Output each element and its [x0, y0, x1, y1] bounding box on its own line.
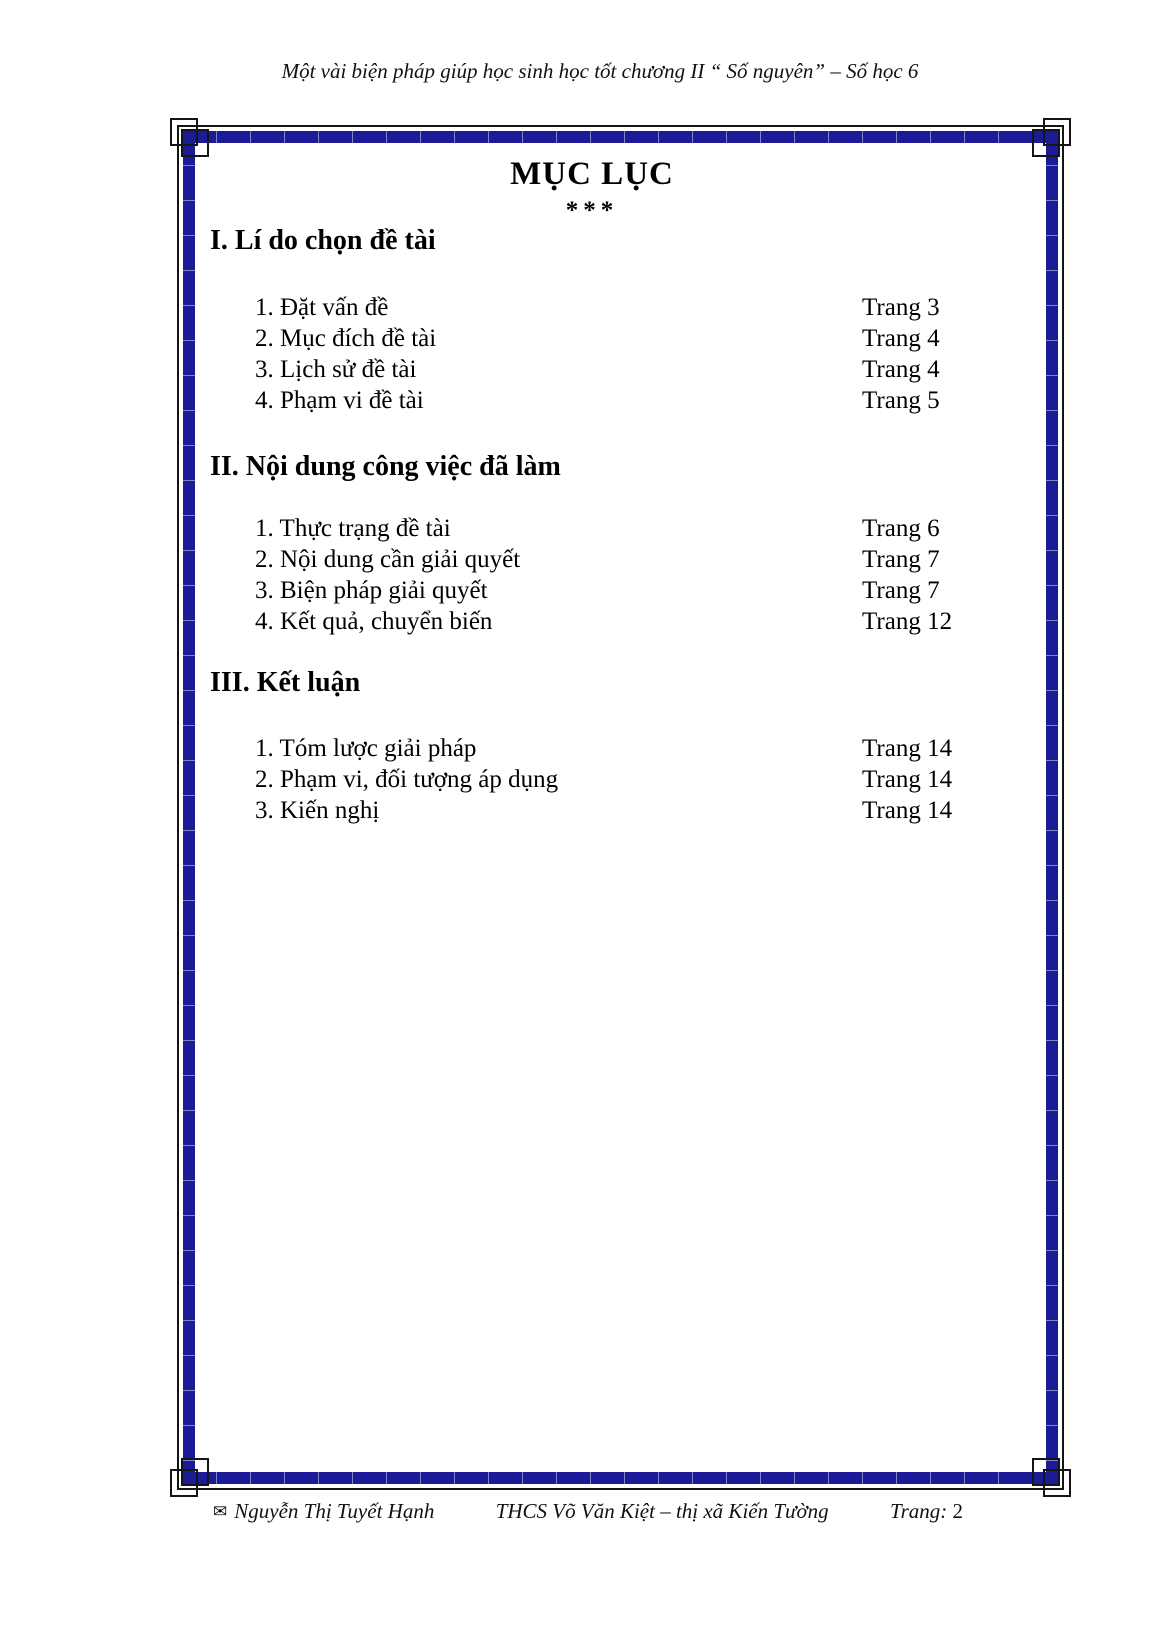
toc-item-page: Trang 12	[862, 608, 953, 635]
toc-content	[177, 0, 1007, 1637]
page-footer	[213, 1499, 963, 1524]
toc-item-page: Trang 6	[862, 515, 940, 542]
toc-item	[177, 513, 1007, 544]
toc-item-page: Trang 4	[862, 325, 940, 352]
footer-author-name: Nguyễn Thị Tuyết Hạnh	[234, 1499, 435, 1523]
page-header: Một vài biện pháp giúp học sinh học tốt chương II “ Số nguyên” – Số học 6	[281, 59, 919, 83]
section-heading-3: III. Kết luận	[210, 667, 361, 698]
toc-item-page: Trang 14	[862, 766, 953, 793]
toc-item	[177, 323, 1007, 354]
toc-item-label: 1. Tóm lược giải pháp	[255, 735, 477, 762]
footer-page-number	[890, 1499, 963, 1524]
star-divider: ***	[565, 197, 619, 224]
toc-item-page: Trang 14	[862, 797, 953, 824]
toc-item-page: Trang 3	[862, 294, 940, 321]
toc-item-page: Trang 14	[862, 735, 953, 762]
toc-item	[177, 354, 1007, 385]
toc-item-page: Trang 7	[862, 546, 940, 573]
toc-item	[177, 764, 1007, 795]
section-heading-2: II. Nội dung công việc đã làm	[210, 451, 561, 482]
toc-item-label: 2. Nội dung cần giải quyết	[255, 546, 521, 573]
toc-item-page: Trang 4	[862, 356, 940, 383]
footer-author	[213, 1499, 434, 1524]
footer-page-value: 2	[952, 1499, 963, 1523]
toc-item-label: 1. Thực trạng đề tài	[255, 515, 451, 542]
toc-item-label: 4. Phạm vi đề tài	[255, 387, 424, 414]
footer-school: THCS Võ Văn Kiệt – thị xã Kiến Tường	[495, 1499, 829, 1523]
toc-item-label: 3. Biện pháp giải quyết	[255, 577, 488, 604]
toc-item-label: 4. Kết quả, chuyển biến	[255, 608, 493, 635]
toc-item	[177, 292, 1007, 323]
frame-corner-ornament	[1032, 129, 1060, 157]
toc-item-label: 2. Mục đích đề tài	[255, 325, 437, 352]
mail-icon: ✉	[213, 1502, 228, 1521]
toc-item-label: 3. Kiến nghị	[255, 797, 380, 824]
toc-item	[177, 544, 1007, 575]
section-heading-1: I. Lí do chọn đề tài	[210, 225, 436, 256]
toc-item	[177, 733, 1007, 764]
section-items-3	[177, 733, 1007, 826]
toc-item-label: 2. Phạm vi, đối tượng áp dụng	[255, 766, 559, 793]
toc-item-page: Trang 7	[862, 577, 940, 604]
toc-item	[177, 606, 1007, 637]
frame-corner-ornament	[1032, 1458, 1060, 1486]
toc-item	[177, 575, 1007, 606]
frame-bar-right	[1046, 131, 1058, 1484]
toc-title: MỤC LỤC	[510, 156, 674, 192]
section-items-2	[177, 513, 1007, 637]
toc-item	[177, 795, 1007, 826]
footer-page-label: Trang:	[890, 1499, 948, 1523]
toc-item-label: 3. Lịch sử đề tài	[255, 356, 417, 383]
toc-item	[177, 385, 1007, 416]
toc-item-page: Trang 5	[862, 387, 940, 414]
toc-item-label: 1. Đặt vấn đề	[255, 294, 389, 321]
section-items-1	[177, 292, 1007, 416]
